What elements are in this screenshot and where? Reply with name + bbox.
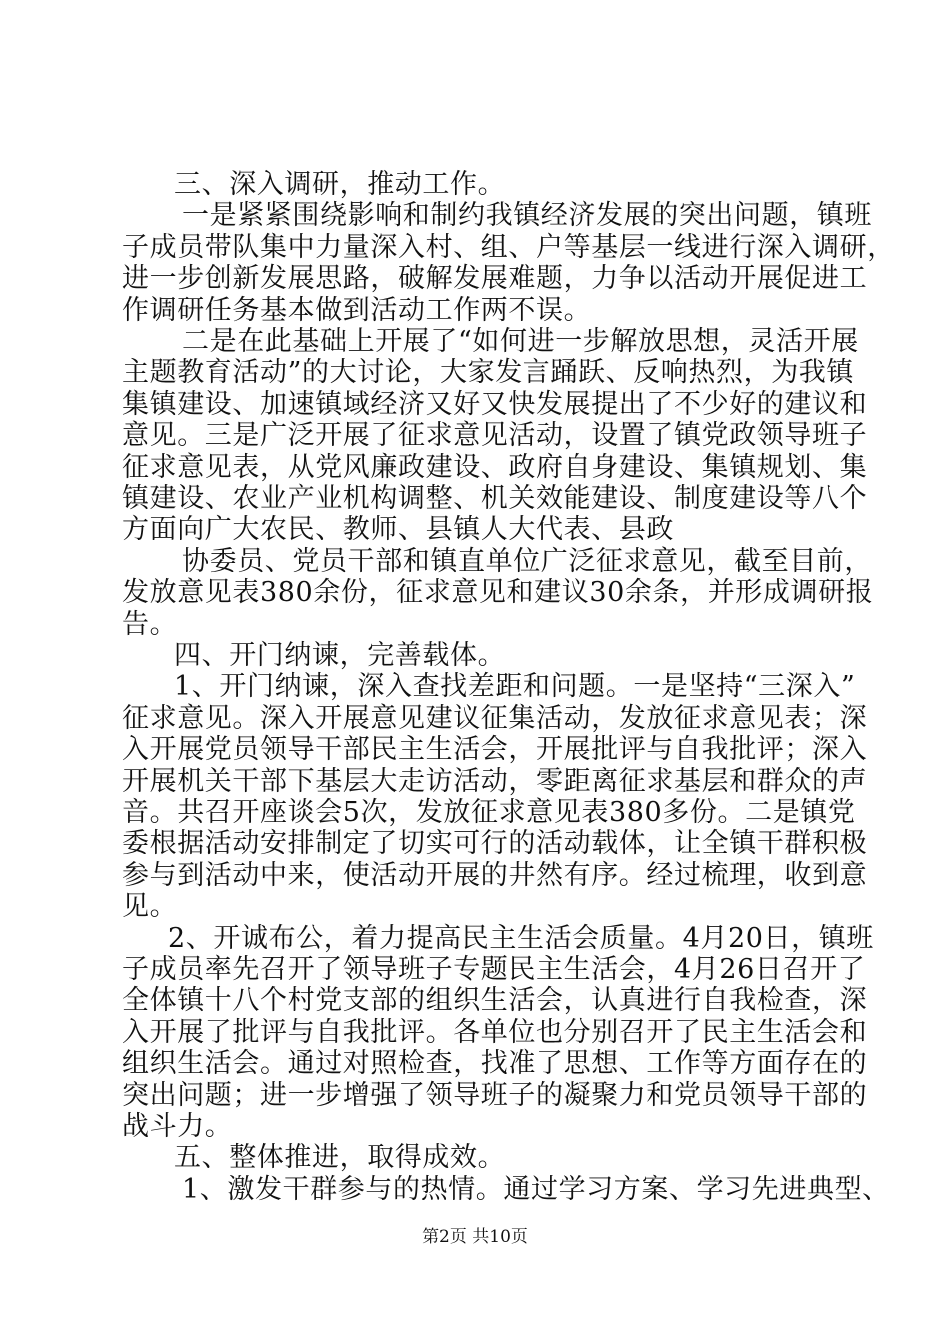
text-line: 1、激发干群参与的热情。通过学习方案、学习先进典型、 [182,1174,890,1205]
page-number: 第2页 共10页 [422,1227,528,1247]
text-line: 进一步创新发展思路，破解发展难题，力争以活动开展促进工 [122,263,868,294]
text-line: 镇建设、农业产业机构调整、机关效能建设、制度建设等八个 [122,483,868,514]
text-line: 作调研任务基本做到活动工作两不误。 [122,295,592,326]
text-line: 五、整体推进，取得成效。 [174,1142,506,1173]
text-line: 入开展党员领导干部民主生活会，开展批评与自我批评；深入 [122,734,868,765]
text-line: 委根据活动安排制定了切实可行的活动载体，让全镇干群积极 [122,828,868,859]
text-line: 音。共召开座谈会5次，发放征求意见表380多份。二是镇党 [122,797,856,828]
text-line: 三、深入调研，推动工作。 [174,169,506,200]
text-line: 子成员带队集中力量深入村、组、户等基层一线进行深入调研， [122,232,895,263]
text-line: 战斗力。 [122,1111,233,1142]
text-line: 四、开门纳谏，完善载体。 [174,640,506,671]
text-line: 二是在此基础上开展了“如何进一步解放思想，灵活开展 [182,326,859,357]
text-line: 全体镇十八个村党支部的组织生活会，认真进行自我检查，深 [122,985,868,1016]
text-line: 告。 [122,609,178,640]
text-line: 参与到活动中来，使活动开展的井然有序。经过梳理，收到意 [122,860,868,891]
text-line: 2、开诚布公，着力提高民主生活会质量。4月20日，镇班 [168,923,874,954]
text-line: 组织生活会。通过对照检查，找准了思想、工作等方面存在的 [122,1048,868,1079]
text-line: 1、开门纳谏，深入查找差距和问题。一是坚持“三深入” [174,671,856,702]
text-line: 发放意见表380余份，征求意见和建议30余条，并形成调研报 [122,577,874,608]
text-line: 见。 [122,891,178,922]
text-line: 主题教育活动”的大讨论，大家发言踊跃、反响热烈，为我镇 [122,357,855,388]
text-line: 一是紧紧围绕影响和制约我镇经济发展的突出问题，镇班 [182,200,872,231]
text-line: 子成员率先召开了领导班子专题民主生活会，4月26日召开了 [122,954,866,985]
text-line: 意见。三是广泛开展了征求意见活动，设置了镇党政领导班子 [122,420,868,451]
text-line: 入开展了批评与自我批评。各单位也分别召开了民主生活会和 [122,1017,868,1048]
text-line: 突出问题；进一步增强了领导班子的凝聚力和党员领导干部的 [122,1080,868,1111]
text-line: 开展机关干部下基层大走访活动，零距离征求基层和群众的声 [122,766,868,797]
text-line: 集镇建设、加速镇域经济又好又快发展提出了不少好的建议和 [122,389,868,420]
text-line: 方面向广大农民、教师、县镇人大代表、县政 [122,514,674,545]
text-line: 征求意见。深入开展意见建议征集活动，发放征求意见表；深 [122,703,868,734]
text-line: 征求意见表，从党风廉政建设、政府自身建设、集镇规划、集 [122,452,868,483]
text-line: 协委员、党员干部和镇直单位广泛征求意见，截至目前， [182,546,872,577]
